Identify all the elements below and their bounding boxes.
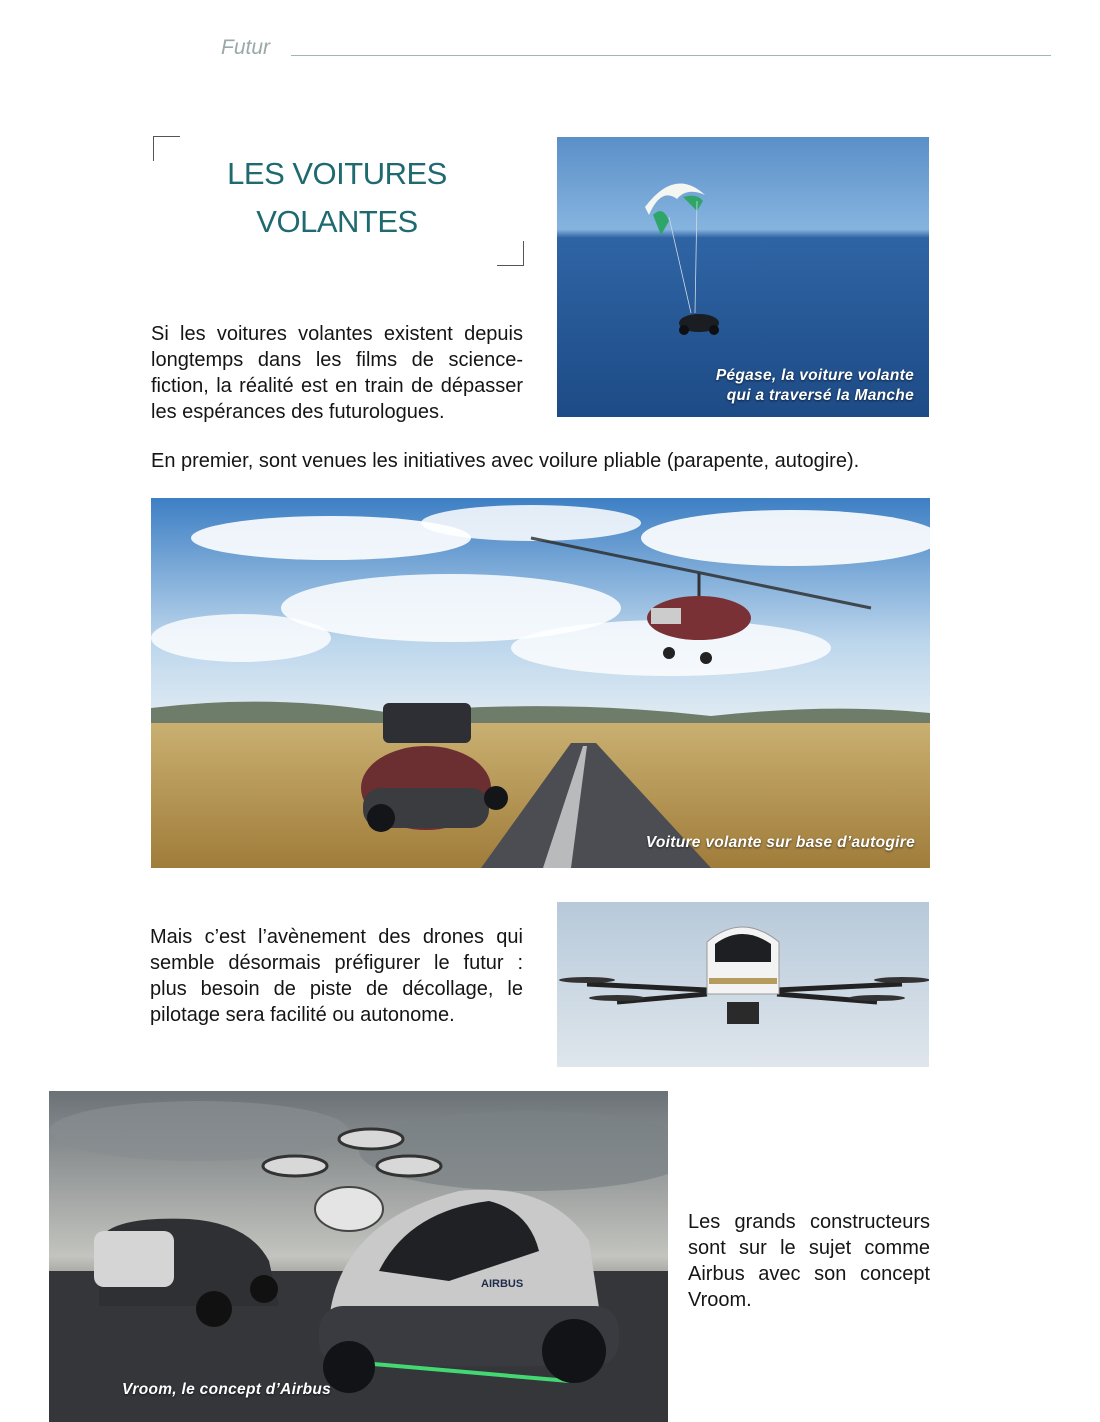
premier-paragraph: En premier, sont venues les initiatives avec voilure pliable (parapente, autogire). (151, 450, 860, 472)
vroom-illustration (49, 1091, 668, 1422)
title-line-2: VOLANTES (256, 204, 418, 239)
pegase-photo (557, 137, 929, 417)
drone-illustration (557, 902, 929, 1067)
pegase-caption-line-2: qui a traversé la Manche (726, 387, 914, 404)
intro-paragraph: Si les voitures volantes existent depuis longtemps dans les films de science-fiction, la réalité est en train de dépasser les espérances des futurologues. (151, 323, 523, 423)
vroom-photo (49, 1091, 668, 1422)
title-corner-bottom-right (497, 241, 524, 266)
pegase-caption-line-1: Pégase, la voiture volante (715, 367, 914, 384)
drone-photo (557, 902, 929, 1067)
title-line-1: LES VOITURES (227, 156, 447, 191)
autogire-photo (151, 498, 930, 868)
header-rule (291, 55, 1051, 56)
pegase-caption (716, 366, 914, 406)
drones-paragraph: Mais c’est l’avènement des drones qui semble désormais préfigurer le futur : plus besoin de piste de décollage, le pilotage sera facilité ou autonome. (150, 926, 523, 1026)
constructeurs-paragraph: Les grands constructeurs sont sur le sujet comme Airbus avec son concept Vroom. (688, 1211, 930, 1311)
autogire-illustration (151, 498, 930, 868)
page-title (172, 150, 502, 246)
pegase-vehicle (679, 314, 719, 335)
section-label: Futur (221, 36, 271, 59)
autogire-caption: Voiture volante sur base d’autogire (645, 834, 915, 851)
vroom-brand-text: AIRBUS (481, 1278, 524, 1290)
vroom-caption: Vroom, le concept d’Airbus (122, 1381, 332, 1398)
